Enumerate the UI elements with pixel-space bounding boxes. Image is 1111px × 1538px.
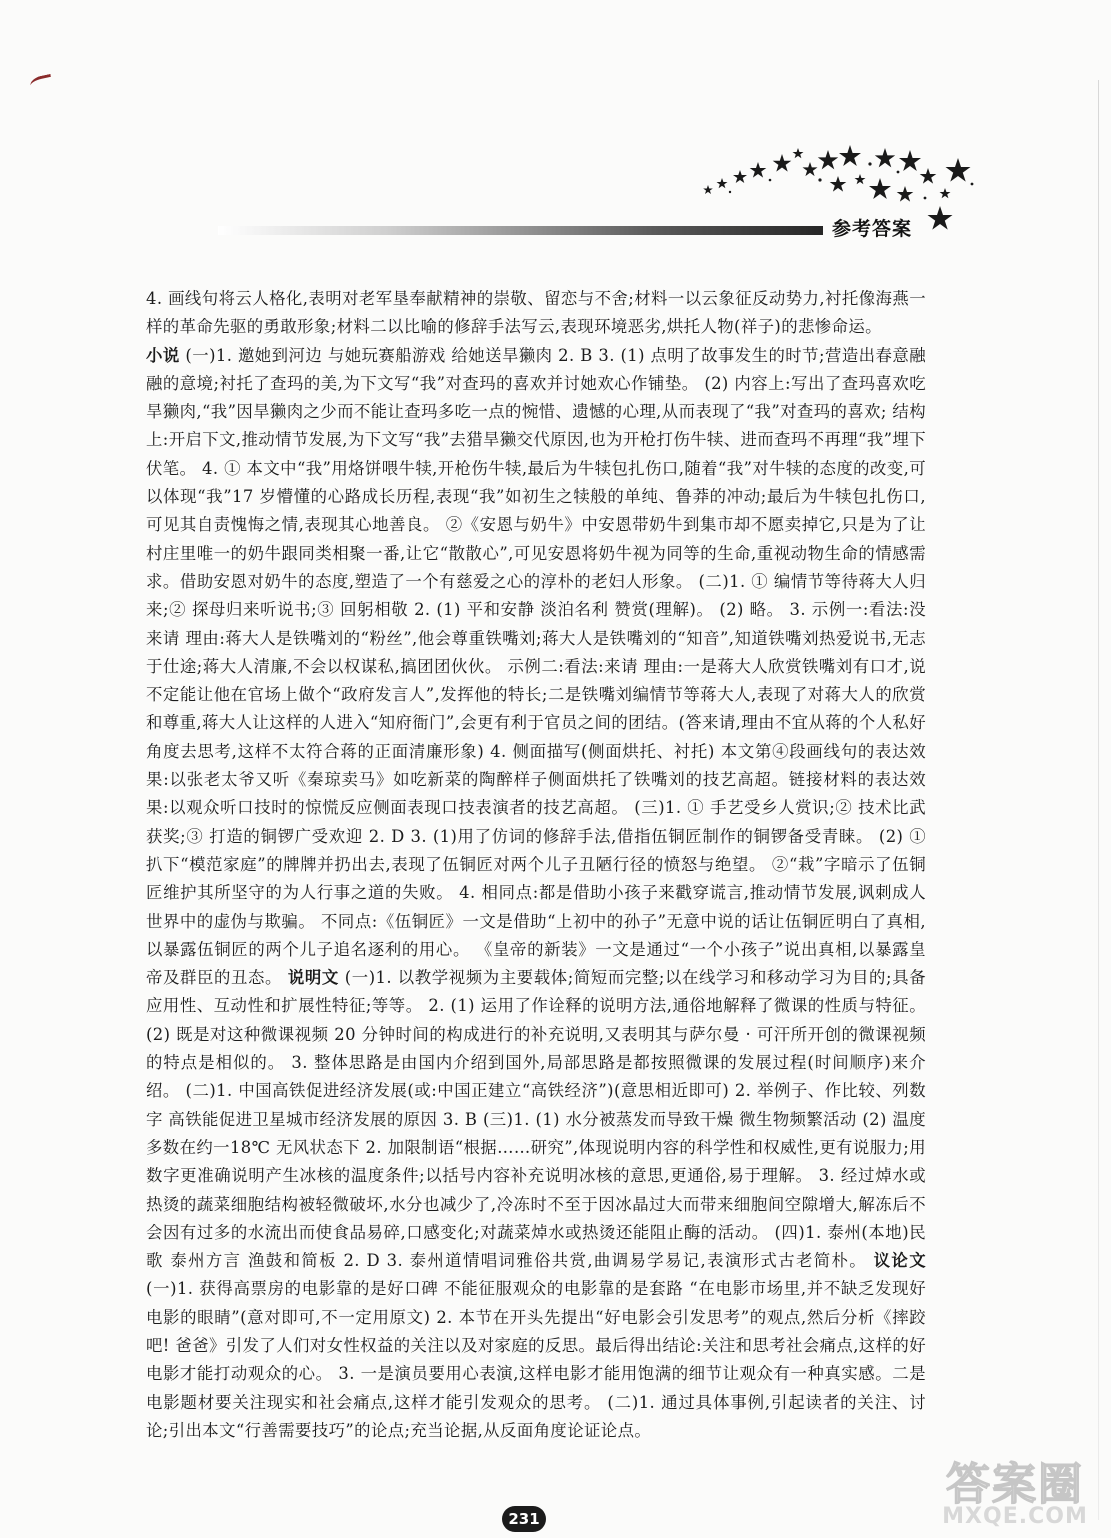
- header-rule: [218, 226, 823, 235]
- section-text: 4. 画线句将云人格化,表明对老军垦奉献精神的崇敬、留恋与不舍;材料一以云象征反动势力,衬托像海燕一样的革命先驱的勇敢形象;材料二以比喻的修辞手法写云,表现环境恶劣,烘托人物(祥子)的悲惨命运。: [146, 289, 926, 337]
- section-label-expository: 说明文: [287, 968, 339, 988]
- watermark-main: 答案圈: [946, 1459, 1084, 1510]
- section-text-argumentative: (一)1. 获得高票房的电影靠的是好口碑 不能征服观众的电影靠的是套路 “在电影市场里,并不缺乏发现好电影的眼睛”(意对即可,不一定用原文) 2. 本节在开头先提出“好电影会引发思考”的观点,然后分析《摔跤吧! 爸爸》引发了人们对女性权益的关注以及对家庭的反思。最后得出结论:关注和思考社会痛点,这样的好电影才能打动观众的心。 3. 一是演员要用心表演,这样电影才能用饱满的细节让观众有一种真实感。二是电影题材要关注现实和社会痛点,这样才能引发观众的思考。 (二)1. 通过具体事例,引起读者的关注、讨论;引出本文“行善需要技巧”的论点;充当论据,从反面角度论证论点。: [146, 1279, 926, 1440]
- answer-body: [146, 285, 926, 1445]
- corner-mark: [29, 74, 53, 91]
- header-title: 参考答案: [832, 218, 913, 240]
- answer-paragraph: [146, 285, 926, 1445]
- watermark-logo: [940, 1448, 1090, 1538]
- page-spine: [1098, 80, 1099, 1520]
- page-number: 231: [502, 1506, 546, 1532]
- section-text-novel: (一)1. 邀她到河边 与她玩赛船游戏 给她送旱獭肉 2. B 3. (1) 点明了故事发生的时节;营造出春意融融的意境;衬托了查玛的美,为下文写“我”对查玛的喜欢并讨她欢心作铺垫。 (2) 内容上:写出了查玛喜欢吃旱獭肉,“我”因旱獭肉之少而不能让查玛多吃一点的惋惜、遗憾的心理,从而表现了“我”对查玛的喜欢; 结构上:开启下文,推动情节发展,为下文写“我”去猎旱獭交代原因,也为开枪打伤牛犊、进而查玛不再理“我”埋下伏笔。 4. ① 本文中“我”用烙饼喂牛犊,开枪伤牛犊,最后为牛犊包扎伤口,随着“我”对牛犊的态度的改变,可以体现“我”17 岁懵懂的心路成长历程,表现“我”如初生之犊般的单纯、鲁莽的冲动;最后为牛犊包扎伤口,可见其自责愧悔之情,表现其心地善良。 ②《安恩与奶牛》中安恩带奶牛到集市却不愿卖掉它,只是为了让村庄里唯一的奶牛跟同类相聚一番,让它“散散心”,可见安恩将奶牛视为同等的生命,重视动物生命的情感需求。借助安恩对奶牛的态度,塑造了一个有慈爱之心的淳朴的老妇人形象。 (二)1. ① 编情节等待蒋大人归来;② 探母归来听说书;③ 回躬相敬 2. (1) 平和安静 淡泊名利 赞赏(理解)。 (2) 略。 3. 示例一:看法:没来请 理由:蒋大人是铁嘴刘的“粉丝”,他会尊重铁嘴刘;蒋大人是铁嘴刘的“知音”,知道铁嘴刘热爱说书,无志于仕途;蒋大人清廉,不会以权谋私,搞团团伙伙。 示例二:看法:来请 理由:一是蒋大人欣赏铁嘴刘有口才,说不定能让他在官场上做个“政府发言人”,发挥他的特长;二是铁嘴刘编情节等蒋大人,表现了对蒋大人的欣赏和尊重,蒋大人让这样的人进入“知府衙门”,会更有利于官员之间的团结。(答来请,理由不宜从蒋的个人私好角度去思考,这样不太符合蒋的正面清廉形象) 4. 侧面描写(侧面烘托、衬托) 本文第④段画线句的表达效果:以张老太爷又听《秦琼卖马》如吃新菜的陶醉样子侧面烘托了铁嘴刘的技艺高超。链接材料的表达效果:以观众听口技时的惊慌反应侧面表现口技表演者的技艺高超。 (三)1. ① 手艺受乡人赏识;② 技术比武获奖;③ 打造的铜锣广受欢迎 2. D 3. (1)用了仿词的修辞手法,借指伍铜匠制作的铜锣备受青睐。 (2) ①扒下“模范家庭”的牌牌并扔出去,表现了伍铜匠对两个儿子丑陋行径的愤怒与绝望。 ②“栽”字暗示了伍铜匠维护其所坚守的为人行事之道的失败。 4. 相同点:都是借助小孩子来戳穿谎言,推动情节发展,讽刺成人世界中的虚伪与欺骗。 不同点:《伍铜匠》一文是借助“上初中的孙子”无意中说的话让伍铜匠明白了真相,以暴露伍铜匠的两个儿子追名逐利的用心。 《皇帝的新装》一文是通过“一个小孩子”说出真相,以暴露皇帝及群臣的丑态。: [146, 345, 926, 988]
- section-text-expository: (一)1. 以教学视频为主要载体;简短而完整;以在线学习和移动学习为目的;具备应用性、互动性和扩展性特征;等等。 2. (1) 运用了作诠释的说明方法,通俗地解释了微课的性质与特征。 (2) 既是对这种微课视频 20 分钟时间的构成进行的补充说明,又表明其与萨尔曼 · 可汗所开创的微课视频的特点是相似的。 3. 整体思路是由国内介绍到国外,局部思路是都按照微课的发展过程(时间顺序)来介绍。 (二)1. 中国高铁促进经济发展(或:中国正建立“高铁经济”)(意思相近即可) 2. 举例子、作比较、列数字 高铁能促进卫星城市经济发展的原因 3. B (三)1. (1) 水分被蒸发而导致干燥 微生物频繁活动 (2) 温度多数在约一18℃ 无风状态下 2. 加限制语“根据……研究”,体现说明内容的科学性和权威性,更有说服力;用数字更准确说明产生冰核的温度条件;以括号内容补充说明冰核的意思,更通俗,易于理解。 3. 经过焯水或热烫的蔬菜细胞结构被轻微破坏,水分也减少了,冷冻时不至于因冰晶过大而带来细胞间空隙增大,解冻后不会因有过多的水流出而使食品易碎,口感变化;对蔬菜焯水或热烫还能阻止酶的活动。 (四)1. 泰州(本地)民歌 泰州方言 渔鼓和简板 2. D 3. 泰州道情唱词雅俗共赏,曲调易学易记,表演形式古老简朴。: [146, 968, 926, 1271]
- watermark-sub: MXQE.COM: [942, 1504, 1088, 1529]
- section-label-argumentative: 议论文: [873, 1251, 926, 1271]
- section-label-novel: 小说: [146, 345, 180, 365]
